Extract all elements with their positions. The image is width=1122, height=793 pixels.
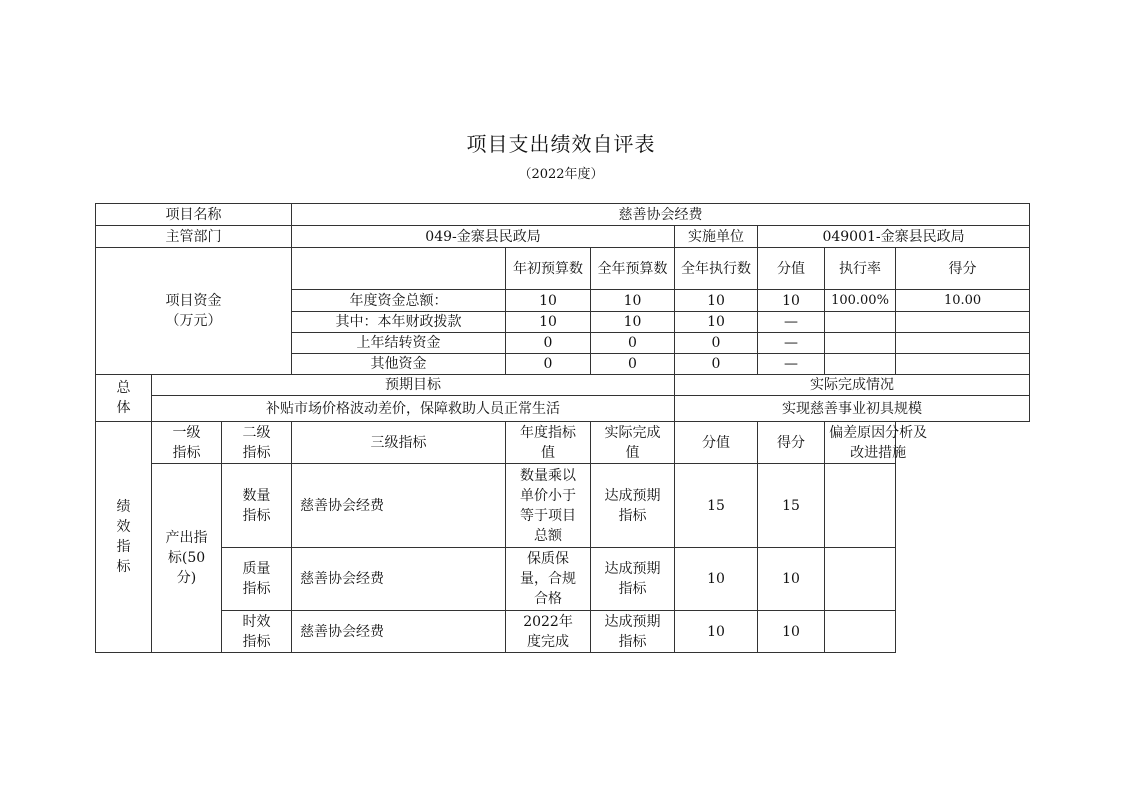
funds-header-rate: 执行率 bbox=[825, 248, 896, 290]
funds-row-label: 上年结转资金 bbox=[292, 333, 506, 354]
funds-row-label: 其他资金 bbox=[292, 354, 506, 375]
funds-row-annual: 10 bbox=[591, 312, 675, 333]
target-cell bbox=[506, 548, 591, 611]
target-value: 2022年度完成 bbox=[523, 613, 573, 650]
overall-content-row bbox=[96, 396, 1030, 422]
funds-header-blank bbox=[292, 248, 506, 290]
actual-completion: 实现慈善事业初具规模 bbox=[675, 396, 1030, 422]
score-header: 得分 bbox=[758, 422, 825, 464]
overall-header-row bbox=[96, 375, 1030, 396]
level2-name: 质量指标 bbox=[242, 561, 271, 597]
score-value-cell: 10 bbox=[675, 611, 758, 653]
funds-row-score-value: — bbox=[758, 333, 825, 354]
level1-cell bbox=[152, 464, 222, 653]
funds-row-score-value: — bbox=[758, 312, 825, 333]
score-cell: 15 bbox=[758, 464, 825, 548]
deviation-header-text: 偏差原因分析及改进措施 bbox=[829, 424, 928, 461]
funds-row-rate bbox=[825, 354, 896, 375]
funds-row-executed: 0 bbox=[675, 354, 758, 375]
funds-row-executed: 10 bbox=[675, 312, 758, 333]
level2-cell bbox=[222, 548, 292, 611]
funds-header-score: 得分 bbox=[896, 248, 1030, 290]
level2-cell bbox=[222, 464, 292, 548]
level1-name: 产出指标(50分) bbox=[165, 530, 208, 586]
department-label: 主管部门 bbox=[96, 226, 292, 248]
overall-label bbox=[96, 375, 152, 422]
actual-value: 达成预期指标 bbox=[604, 561, 661, 597]
actual-header bbox=[591, 422, 675, 464]
funds-header-initial: 年初预算数 bbox=[506, 248, 591, 290]
actual-completion-header: 实际完成情况 bbox=[675, 375, 1030, 396]
indicator-row bbox=[96, 611, 1030, 653]
level2-name: 时效指标 bbox=[242, 613, 271, 650]
funds-header-executed: 全年执行数 bbox=[675, 248, 758, 290]
funds-row-rate bbox=[825, 312, 896, 333]
actual-value: 达成预期指标 bbox=[604, 613, 661, 650]
funds-row-label: 其中：本年财政拨款 bbox=[292, 312, 506, 333]
department-value: 049-金寨县民政局 bbox=[292, 226, 675, 248]
target-header-text: 年度指标值 bbox=[520, 424, 577, 461]
actual-cell bbox=[591, 611, 675, 653]
performance-header-row bbox=[96, 422, 1030, 464]
funds-label-text: 项目资金（万元） bbox=[165, 293, 222, 329]
funds-row-initial: 0 bbox=[506, 333, 591, 354]
score-value-cell: 15 bbox=[675, 464, 758, 548]
funds-row-annual: 10 bbox=[591, 290, 675, 312]
funds-row-initial: 10 bbox=[506, 290, 591, 312]
indicator-row bbox=[96, 548, 1030, 611]
performance-label-text: 绩效指标 bbox=[116, 499, 131, 575]
funds-row-rate: 100.00% bbox=[825, 290, 896, 312]
funds-row-executed: 10 bbox=[675, 290, 758, 312]
deviation-header bbox=[825, 422, 928, 464]
level2-cell bbox=[222, 611, 292, 653]
overall-label-text: 总体 bbox=[116, 380, 131, 416]
funds-row-initial: 10 bbox=[506, 312, 591, 333]
actual-value: 达成预期指标 bbox=[604, 487, 661, 524]
level3-cell: 慈善协会经费 bbox=[292, 548, 506, 611]
self-evaluation-table bbox=[95, 203, 1030, 653]
funds-label bbox=[96, 248, 292, 375]
actual-cell bbox=[591, 464, 675, 548]
level3-header: 三级指标 bbox=[292, 422, 506, 464]
score-value-cell: 10 bbox=[675, 548, 758, 611]
score-cell: 10 bbox=[758, 611, 825, 653]
funds-row-score-value: 10 bbox=[758, 290, 825, 312]
page-title: 项目支出绩效自评表 bbox=[466, 132, 656, 156]
level3-cell: 慈善协会经费 bbox=[292, 611, 506, 653]
deviation-cell bbox=[825, 548, 896, 611]
target-value: 保质保量，合规合格 bbox=[520, 551, 577, 607]
score-value-header: 分值 bbox=[675, 422, 758, 464]
funds-row-score: 10.00 bbox=[896, 290, 1030, 312]
actual-header-text: 实际完成值 bbox=[604, 424, 661, 461]
funds-header-row bbox=[96, 248, 1030, 290]
level2-header bbox=[222, 422, 292, 464]
department-row bbox=[96, 226, 1030, 248]
funds-row-annual: 0 bbox=[591, 333, 675, 354]
page-subtitle: （2022年度） bbox=[518, 167, 604, 182]
deviation-cell bbox=[825, 611, 896, 653]
funds-header-score-value: 分值 bbox=[758, 248, 825, 290]
funds-row-score bbox=[896, 354, 1030, 375]
funds-header-annual: 全年预算数 bbox=[591, 248, 675, 290]
performance-label bbox=[96, 422, 152, 653]
funds-row-initial: 0 bbox=[506, 354, 591, 375]
funds-row-score bbox=[896, 333, 1030, 354]
funds-row-score-value: — bbox=[758, 354, 825, 375]
expected-goal: 补贴市场价格波动差价，保障救助人员正常生活 bbox=[152, 396, 675, 422]
funds-row-rate bbox=[825, 333, 896, 354]
project-name-label: 项目名称 bbox=[96, 204, 292, 226]
deviation-cell bbox=[825, 464, 896, 548]
unit-label: 实施单位 bbox=[675, 226, 758, 248]
target-header bbox=[506, 422, 591, 464]
funds-row-executed: 0 bbox=[675, 333, 758, 354]
indicator-row bbox=[96, 464, 1030, 548]
expected-goal-header: 预期目标 bbox=[152, 375, 675, 396]
unit-value: 049001-金寨县民政局 bbox=[758, 226, 1030, 248]
level1-header bbox=[152, 422, 222, 464]
score-cell: 10 bbox=[758, 548, 825, 611]
project-name-value: 慈善协会经费 bbox=[292, 204, 1030, 226]
project-name-row bbox=[96, 204, 1030, 226]
target-cell bbox=[506, 464, 591, 548]
level3-cell: 慈善协会经费 bbox=[292, 464, 506, 548]
target-cell bbox=[506, 611, 591, 653]
actual-cell bbox=[591, 548, 675, 611]
level1-header-text: 一级指标 bbox=[172, 424, 201, 461]
funds-row-score bbox=[896, 312, 1030, 333]
target-value: 数量乘以单价小于等于项目总额 bbox=[520, 467, 577, 544]
level2-header-text: 二级指标 bbox=[242, 424, 271, 461]
level2-name: 数量指标 bbox=[242, 487, 271, 524]
funds-row-annual: 0 bbox=[591, 354, 675, 375]
funds-row-label: 年度资金总额： bbox=[292, 290, 506, 312]
